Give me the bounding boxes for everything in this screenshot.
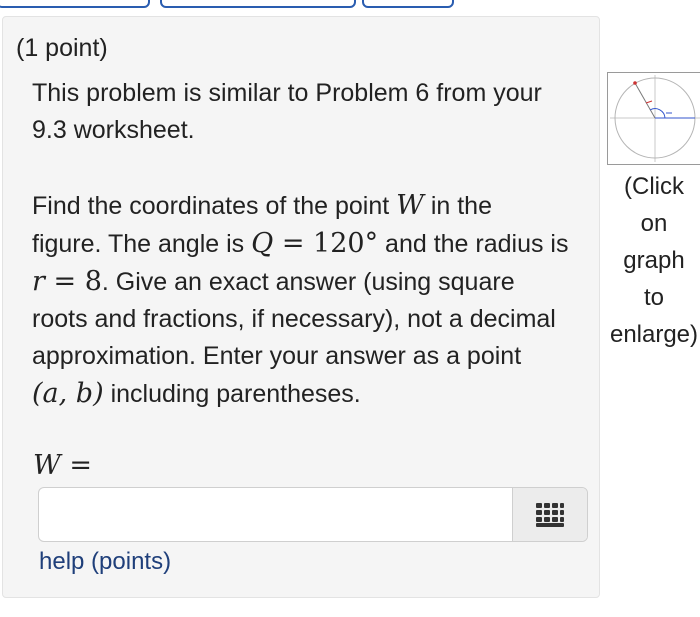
caption-line: graph xyxy=(623,247,685,274)
caption-line: to xyxy=(643,284,664,311)
equation-palette-button[interactable] xyxy=(512,488,587,541)
answer-label xyxy=(33,450,92,481)
variable-w: W xyxy=(396,190,424,221)
keypad-grid-icon xyxy=(535,502,565,528)
circle-graph-icon xyxy=(608,73,700,164)
graph-thumbnail[interactable] xyxy=(607,72,700,165)
points-label: (1 point) xyxy=(16,34,108,62)
answer-field-wrapper xyxy=(38,487,588,542)
statement-text: approximation. Enter your answer as a point xyxy=(32,342,522,370)
point-notation: (a, b) xyxy=(32,378,104,409)
top-tab-3[interactable] xyxy=(362,0,454,8)
top-tab-2[interactable] xyxy=(160,0,356,8)
statement-text: figure. The angle is xyxy=(32,230,252,258)
statement-text: . Give an exact answer (using square xyxy=(101,268,515,296)
top-tab-1[interactable] xyxy=(0,0,150,8)
statement-text: roots and fractions, if necessary), not a decimal xyxy=(32,305,556,333)
caption-line: enlarge) xyxy=(609,321,699,348)
statement-text: and the radius is xyxy=(378,230,569,258)
intro-line-1: This problem is similar to Problem 6 from your xyxy=(32,79,542,107)
answer-label-text: W = xyxy=(33,450,92,481)
radius-value: = 8 xyxy=(44,266,102,297)
intro-line-2: 9.3 worksheet. xyxy=(32,116,195,144)
statement-text: Find the coordinates of the point xyxy=(32,192,397,220)
graph-caption[interactable] xyxy=(602,168,700,353)
variable-r: r xyxy=(32,266,45,297)
problem-statement xyxy=(32,187,592,413)
answer-input[interactable] xyxy=(39,488,513,541)
variable-q: Q xyxy=(251,228,274,259)
angle-value: = 120° xyxy=(273,228,379,259)
problem-intro xyxy=(32,75,592,149)
caption-line: on xyxy=(640,210,668,237)
caption-line: (Click xyxy=(624,173,684,200)
top-tab-strip xyxy=(0,0,700,6)
statement-text: in the xyxy=(423,192,492,220)
help-points-link[interactable]: help (points) xyxy=(39,548,172,575)
statement-text: including parentheses. xyxy=(103,380,361,408)
